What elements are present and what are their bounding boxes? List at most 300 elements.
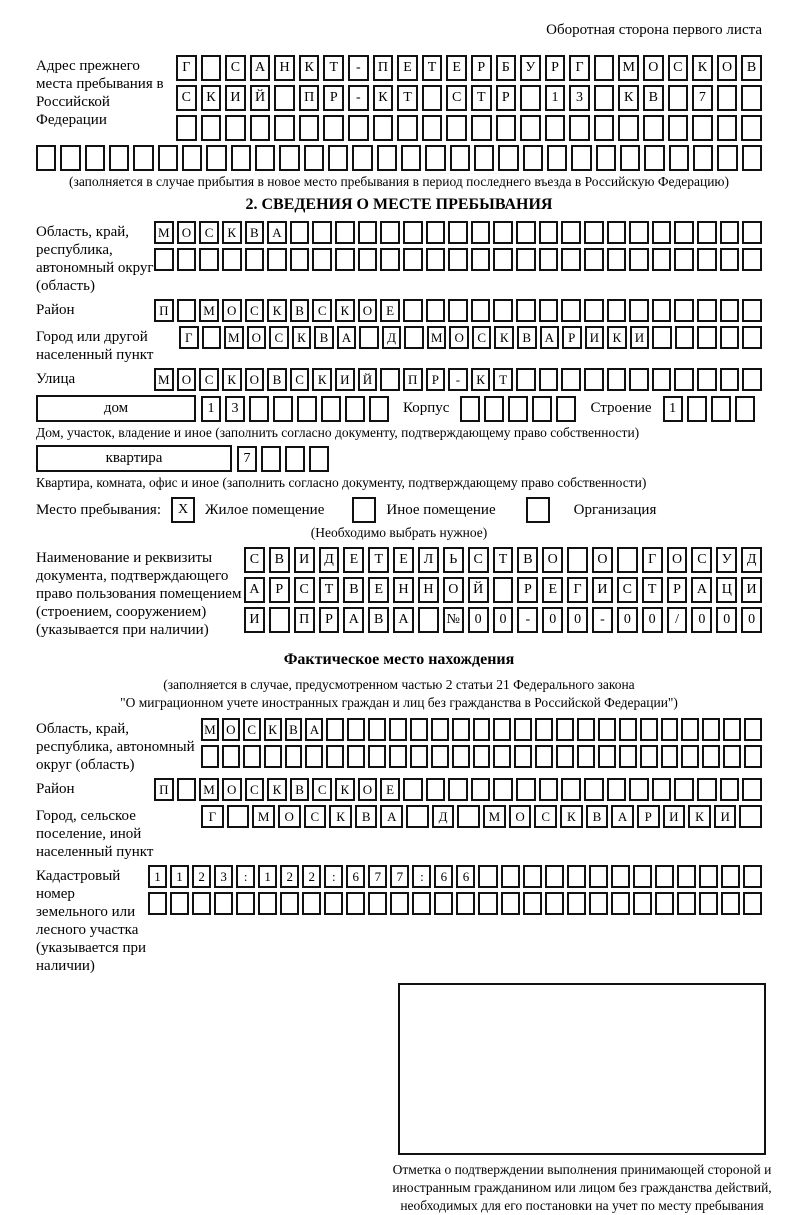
char-box[interactable] — [652, 221, 672, 244]
char-box[interactable]: Р — [496, 85, 517, 111]
char-box[interactable] — [324, 892, 343, 915]
char-box[interactable]: Т — [422, 55, 443, 81]
char-box[interactable]: М — [483, 805, 506, 828]
char-box[interactable]: К — [222, 368, 242, 391]
char-box[interactable] — [493, 718, 511, 741]
char-box[interactable] — [643, 115, 664, 141]
char-box[interactable] — [742, 221, 762, 244]
char-box[interactable] — [742, 145, 762, 171]
char-box[interactable] — [158, 145, 178, 171]
char-box[interactable]: К — [692, 55, 713, 81]
char-box[interactable] — [501, 865, 520, 888]
char-box[interactable] — [368, 718, 386, 741]
char-box[interactable]: К — [299, 55, 320, 81]
char-box[interactable]: / — [667, 607, 688, 633]
char-box[interactable] — [206, 145, 226, 171]
char-box[interactable] — [261, 446, 281, 472]
char-box[interactable]: Т — [397, 85, 418, 111]
char-box[interactable] — [633, 865, 652, 888]
char-box[interactable] — [412, 892, 431, 915]
char-box[interactable] — [267, 248, 287, 271]
char-box[interactable]: 1 — [148, 865, 167, 888]
char-box[interactable]: О — [449, 326, 469, 349]
char-box[interactable] — [619, 745, 637, 768]
char-box[interactable] — [674, 299, 694, 322]
char-box[interactable] — [598, 718, 616, 741]
char-box[interactable]: Р — [667, 577, 688, 603]
char-box[interactable] — [561, 248, 581, 271]
char-box[interactable]: Ц — [716, 577, 737, 603]
char-box[interactable] — [584, 248, 604, 271]
char-box[interactable]: В — [355, 805, 378, 828]
char-box[interactable] — [202, 326, 222, 349]
char-box[interactable]: О — [509, 805, 532, 828]
char-box[interactable]: С — [199, 368, 219, 391]
char-box[interactable] — [611, 865, 630, 888]
char-box[interactable] — [297, 396, 317, 422]
char-box[interactable]: 2 — [192, 865, 211, 888]
char-box[interactable] — [348, 115, 369, 141]
char-box[interactable]: Р — [471, 55, 492, 81]
char-box[interactable] — [607, 368, 627, 391]
char-box[interactable] — [669, 145, 689, 171]
char-box[interactable]: 0 — [493, 607, 514, 633]
char-box[interactable]: А — [305, 718, 323, 741]
char-box[interactable] — [493, 221, 513, 244]
char-box[interactable]: С — [269, 326, 289, 349]
char-box[interactable]: Р — [545, 55, 566, 81]
char-box[interactable] — [523, 892, 542, 915]
char-box[interactable]: Е — [393, 547, 414, 573]
char-box[interactable] — [227, 805, 250, 828]
char-box[interactable] — [674, 221, 694, 244]
char-box[interactable] — [619, 718, 637, 741]
char-box[interactable]: И — [663, 805, 686, 828]
char-box[interactable]: В — [285, 718, 303, 741]
char-box[interactable]: С — [294, 577, 315, 603]
char-box[interactable] — [508, 396, 528, 422]
char-box[interactable] — [556, 718, 574, 741]
char-box[interactable] — [309, 446, 329, 472]
char-box[interactable] — [335, 221, 355, 244]
char-box[interactable]: Н — [393, 577, 414, 603]
char-box[interactable] — [539, 248, 559, 271]
char-box[interactable]: О — [222, 718, 240, 741]
char-box[interactable] — [326, 745, 344, 768]
char-box[interactable] — [723, 718, 741, 741]
char-box[interactable] — [201, 115, 222, 141]
char-box[interactable]: С — [668, 55, 689, 81]
char-box[interactable] — [584, 368, 604, 391]
char-box[interactable] — [484, 396, 504, 422]
char-box[interactable] — [304, 145, 324, 171]
char-box[interactable]: 1 — [258, 865, 277, 888]
char-box[interactable]: 2 — [302, 865, 321, 888]
char-box[interactable]: О — [358, 299, 378, 322]
char-box[interactable] — [182, 145, 202, 171]
char-box[interactable]: О — [222, 299, 242, 322]
char-box[interactable] — [668, 115, 689, 141]
char-box[interactable] — [148, 892, 167, 915]
char-box[interactable]: Р — [269, 577, 290, 603]
char-box[interactable]: И — [741, 577, 762, 603]
char-box[interactable]: Т — [493, 368, 513, 391]
char-box[interactable]: М — [618, 55, 639, 81]
char-box[interactable] — [567, 547, 588, 573]
char-box[interactable] — [702, 718, 720, 741]
char-box[interactable]: : — [324, 865, 343, 888]
char-box[interactable] — [584, 778, 604, 801]
char-box[interactable]: М — [224, 326, 244, 349]
char-box[interactable]: Г — [642, 547, 663, 573]
char-box[interactable]: 6 — [434, 865, 453, 888]
char-box[interactable]: К — [494, 326, 514, 349]
char-box[interactable]: С — [243, 718, 261, 741]
char-box[interactable] — [326, 718, 344, 741]
char-box[interactable]: 0 — [716, 607, 737, 633]
char-box[interactable]: К — [471, 368, 491, 391]
char-box[interactable] — [176, 115, 197, 141]
char-box[interactable] — [177, 778, 197, 801]
char-box[interactable] — [452, 718, 470, 741]
char-box[interactable] — [368, 745, 386, 768]
char-box[interactable] — [652, 326, 672, 349]
char-box[interactable]: А — [343, 607, 364, 633]
char-box[interactable] — [652, 299, 672, 322]
char-box[interactable]: П — [154, 299, 174, 322]
char-box[interactable] — [620, 145, 640, 171]
char-box[interactable] — [629, 248, 649, 271]
char-box[interactable] — [697, 778, 717, 801]
char-box[interactable] — [514, 718, 532, 741]
char-box[interactable]: О — [177, 221, 197, 244]
char-box[interactable] — [640, 745, 658, 768]
char-box[interactable]: М — [154, 221, 174, 244]
char-box[interactable]: С — [446, 85, 467, 111]
char-box[interactable]: 0 — [642, 607, 663, 633]
char-box[interactable] — [299, 115, 320, 141]
char-box[interactable] — [717, 85, 738, 111]
char-box[interactable] — [410, 745, 428, 768]
char-box[interactable]: М — [199, 299, 219, 322]
char-box[interactable]: О — [358, 778, 378, 801]
char-box[interactable]: С — [312, 299, 332, 322]
char-box[interactable] — [721, 892, 740, 915]
char-box[interactable]: 0 — [468, 607, 489, 633]
char-box[interactable]: О — [542, 547, 563, 573]
char-box[interactable] — [448, 778, 468, 801]
char-box[interactable] — [598, 745, 616, 768]
char-box[interactable] — [403, 221, 423, 244]
char-box[interactable] — [478, 892, 497, 915]
char-box[interactable] — [258, 892, 277, 915]
char-box[interactable] — [450, 145, 470, 171]
char-box[interactable]: К — [335, 778, 355, 801]
char-box[interactable]: М — [427, 326, 447, 349]
char-box[interactable] — [347, 745, 365, 768]
char-box[interactable]: Т — [319, 577, 340, 603]
char-box[interactable]: О — [592, 547, 613, 573]
char-box[interactable]: М — [199, 778, 219, 801]
char-box[interactable]: 3 — [214, 865, 233, 888]
char-box[interactable]: К — [618, 85, 639, 111]
char-box[interactable] — [594, 55, 615, 81]
char-box[interactable] — [697, 248, 717, 271]
char-box[interactable]: Е — [343, 547, 364, 573]
char-box[interactable]: О — [443, 577, 464, 603]
char-box[interactable] — [556, 396, 576, 422]
char-box[interactable] — [681, 718, 699, 741]
char-box[interactable]: О — [177, 368, 197, 391]
char-box[interactable] — [312, 248, 332, 271]
char-box[interactable] — [545, 115, 566, 141]
char-box[interactable] — [373, 115, 394, 141]
char-box[interactable] — [720, 778, 740, 801]
char-box[interactable] — [426, 248, 446, 271]
char-box[interactable] — [222, 745, 240, 768]
char-box[interactable] — [629, 221, 649, 244]
char-box[interactable]: Д — [382, 326, 402, 349]
char-box[interactable] — [452, 745, 470, 768]
char-box[interactable] — [431, 718, 449, 741]
char-box[interactable]: К — [607, 326, 627, 349]
char-box[interactable] — [547, 145, 567, 171]
char-box[interactable] — [629, 299, 649, 322]
char-box[interactable] — [644, 145, 664, 171]
char-box[interactable] — [523, 145, 543, 171]
char-box[interactable]: Г — [176, 55, 197, 81]
char-box[interactable]: Е — [380, 299, 400, 322]
char-box[interactable] — [312, 221, 332, 244]
char-box[interactable] — [448, 299, 468, 322]
char-box[interactable] — [596, 145, 616, 171]
char-box[interactable]: С — [617, 577, 638, 603]
char-box[interactable] — [250, 115, 271, 141]
char-box[interactable] — [514, 745, 532, 768]
char-box[interactable] — [594, 85, 615, 111]
char-box[interactable]: С — [312, 778, 332, 801]
char-box[interactable] — [389, 718, 407, 741]
char-box[interactable]: К — [560, 805, 583, 828]
char-box[interactable]: С — [245, 299, 265, 322]
char-box[interactable]: Е — [397, 55, 418, 81]
char-box[interactable] — [516, 778, 536, 801]
char-box[interactable] — [743, 865, 762, 888]
char-box[interactable] — [448, 221, 468, 244]
char-box[interactable]: Е — [368, 577, 389, 603]
char-box[interactable] — [589, 865, 608, 888]
char-box[interactable]: А — [611, 805, 634, 828]
char-box[interactable]: А — [691, 577, 712, 603]
char-box[interactable]: О — [245, 368, 265, 391]
char-box[interactable] — [302, 892, 321, 915]
char-box[interactable] — [231, 145, 251, 171]
char-box[interactable] — [474, 145, 494, 171]
char-box[interactable]: № — [443, 607, 464, 633]
char-box[interactable] — [473, 745, 491, 768]
char-box[interactable] — [697, 221, 717, 244]
char-box[interactable] — [214, 892, 233, 915]
char-box[interactable]: - — [448, 368, 468, 391]
char-box[interactable] — [192, 892, 211, 915]
char-box[interactable]: Г — [569, 55, 590, 81]
char-box[interactable]: К — [335, 299, 355, 322]
char-box[interactable] — [652, 248, 672, 271]
char-box[interactable]: А — [337, 326, 357, 349]
char-box[interactable]: 0 — [691, 607, 712, 633]
char-box[interactable] — [358, 248, 378, 271]
char-box[interactable] — [697, 326, 717, 349]
char-box[interactable]: 7 — [368, 865, 387, 888]
char-box[interactable]: С — [468, 547, 489, 573]
char-box[interactable] — [744, 745, 762, 768]
char-box[interactable]: - — [348, 85, 369, 111]
char-box[interactable]: К — [222, 221, 242, 244]
char-box[interactable]: Н — [418, 577, 439, 603]
char-box[interactable]: В — [269, 547, 290, 573]
char-box[interactable] — [516, 248, 536, 271]
char-box[interactable]: К — [201, 85, 222, 111]
char-box[interactable]: А — [540, 326, 560, 349]
char-box[interactable] — [323, 115, 344, 141]
char-box[interactable] — [290, 248, 310, 271]
char-box[interactable] — [539, 221, 559, 244]
char-box[interactable]: А — [267, 221, 287, 244]
char-box[interactable] — [390, 892, 409, 915]
char-box[interactable]: И — [244, 607, 265, 633]
char-box[interactable] — [545, 865, 564, 888]
char-box[interactable] — [655, 892, 674, 915]
char-box[interactable] — [431, 745, 449, 768]
char-box[interactable] — [516, 221, 536, 244]
char-box[interactable] — [471, 248, 491, 271]
char-box[interactable] — [607, 299, 627, 322]
char-box[interactable] — [661, 718, 679, 741]
char-box[interactable] — [170, 892, 189, 915]
char-box[interactable] — [493, 577, 514, 603]
char-box[interactable] — [739, 805, 762, 828]
char-box[interactable] — [418, 607, 439, 633]
char-box[interactable]: В — [517, 547, 538, 573]
char-box[interactable] — [285, 446, 305, 472]
char-box[interactable] — [201, 55, 222, 81]
char-box[interactable]: 2 — [280, 865, 299, 888]
char-box[interactable]: 0 — [542, 607, 563, 633]
stay-type-checkbox-residential[interactable]: X — [171, 497, 195, 523]
char-box[interactable] — [720, 368, 740, 391]
char-box[interactable] — [346, 892, 365, 915]
char-box[interactable]: У — [520, 55, 541, 81]
char-box[interactable] — [328, 145, 348, 171]
char-box[interactable] — [269, 607, 290, 633]
char-box[interactable] — [321, 396, 341, 422]
char-box[interactable] — [403, 299, 423, 322]
char-box[interactable] — [594, 115, 615, 141]
char-box[interactable] — [273, 396, 293, 422]
char-box[interactable] — [426, 299, 446, 322]
char-box[interactable] — [446, 115, 467, 141]
char-box[interactable] — [661, 745, 679, 768]
char-box[interactable]: В — [314, 326, 334, 349]
char-box[interactable] — [401, 145, 421, 171]
char-box[interactable]: Г — [201, 805, 224, 828]
char-box[interactable] — [471, 115, 492, 141]
char-box[interactable] — [177, 248, 197, 271]
char-box[interactable] — [742, 778, 762, 801]
char-box[interactable] — [426, 221, 446, 244]
char-box[interactable]: Е — [380, 778, 400, 801]
char-box[interactable]: В — [290, 299, 310, 322]
char-box[interactable] — [589, 892, 608, 915]
char-box[interactable]: 1 — [663, 396, 683, 422]
char-box[interactable] — [561, 368, 581, 391]
char-box[interactable]: В — [368, 607, 389, 633]
char-box[interactable]: О — [717, 55, 738, 81]
char-box[interactable] — [368, 892, 387, 915]
char-box[interactable]: - — [348, 55, 369, 81]
char-box[interactable]: У — [716, 547, 737, 573]
char-box[interactable] — [640, 718, 658, 741]
char-box[interactable] — [236, 892, 255, 915]
char-box[interactable] — [473, 718, 491, 741]
char-box[interactable]: П — [294, 607, 315, 633]
char-box[interactable]: С — [304, 805, 327, 828]
char-box[interactable]: Т — [323, 55, 344, 81]
char-box[interactable]: 7 — [390, 865, 409, 888]
char-box[interactable]: С — [225, 55, 246, 81]
char-box[interactable] — [674, 778, 694, 801]
char-box[interactable] — [422, 115, 443, 141]
char-box[interactable] — [539, 299, 559, 322]
char-box[interactable] — [60, 145, 80, 171]
char-box[interactable] — [561, 299, 581, 322]
char-box[interactable] — [404, 326, 424, 349]
char-box[interactable] — [744, 718, 762, 741]
char-box[interactable]: В — [643, 85, 664, 111]
char-box[interactable]: 3 — [569, 85, 590, 111]
char-box[interactable]: А — [250, 55, 271, 81]
char-box[interactable]: К — [688, 805, 711, 828]
char-box[interactable] — [584, 221, 604, 244]
char-box[interactable] — [697, 299, 717, 322]
char-box[interactable]: О — [667, 547, 688, 573]
char-box[interactable]: П — [154, 778, 174, 801]
char-box[interactable]: И — [714, 805, 737, 828]
char-box[interactable]: 7 — [237, 446, 257, 472]
char-box[interactable] — [369, 396, 389, 422]
char-box[interactable] — [422, 85, 443, 111]
char-box[interactable]: И — [630, 326, 650, 349]
char-box[interactable] — [493, 248, 513, 271]
char-box[interactable]: К — [264, 718, 282, 741]
char-box[interactable]: Б — [496, 55, 517, 81]
char-box[interactable]: Л — [418, 547, 439, 573]
char-box[interactable]: Д — [432, 805, 455, 828]
char-box[interactable] — [177, 299, 197, 322]
char-box[interactable]: К — [312, 368, 332, 391]
char-box[interactable] — [674, 248, 694, 271]
char-box[interactable]: Й — [468, 577, 489, 603]
char-box[interactable] — [617, 547, 638, 573]
char-box[interactable] — [577, 745, 595, 768]
char-box[interactable]: И — [335, 368, 355, 391]
char-box[interactable]: С — [290, 368, 310, 391]
char-box[interactable] — [434, 892, 453, 915]
char-box[interactable] — [498, 145, 518, 171]
char-box[interactable] — [493, 778, 513, 801]
char-box[interactable] — [249, 396, 269, 422]
char-box[interactable] — [274, 85, 295, 111]
